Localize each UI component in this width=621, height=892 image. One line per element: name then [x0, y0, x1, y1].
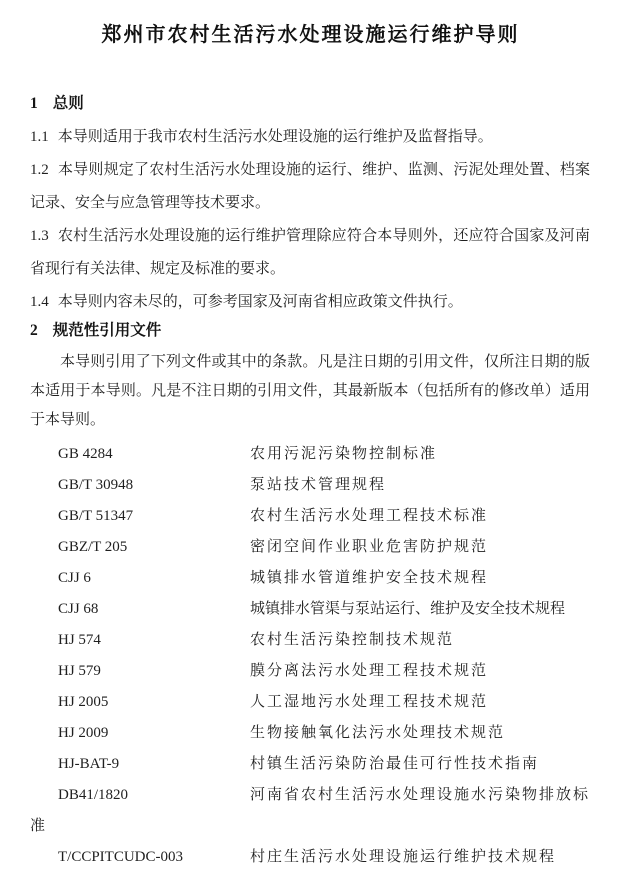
reference-code: HJ 2005: [58, 694, 109, 710]
section-number: 2: [30, 322, 38, 339]
reference-title: 泵站技术管理规程: [250, 477, 387, 493]
section-1: [30, 94, 590, 319]
reference-list: [30, 439, 590, 873]
document-content: [0, 94, 621, 873]
reference-code: GB/T 30948: [58, 477, 134, 493]
clause-number: 1.3: [30, 228, 49, 244]
clause-text: 农村生活污水处理设施的运行维护管理除应符合本导则外，还应符合国家及河南省现行有关法律、规定及标准的要求。: [30, 228, 590, 277]
reference-title: 农村生活污染控制技术规范: [250, 632, 455, 648]
section-2: [30, 321, 590, 873]
reference-code: CJJ 68: [58, 601, 99, 617]
reference-code: HJ 579: [58, 663, 101, 679]
reference-item: [30, 749, 590, 780]
reference-title: 城镇排水管道维护安全技术规程: [250, 570, 489, 586]
reference-code: GB/T 51347: [58, 508, 134, 524]
reference-item: [30, 718, 590, 749]
reference-code: CJJ 6: [58, 570, 91, 586]
section-intro: 本导则引用了下列文件或其中的条款。凡是注日期的引用文件，仅所注日期的版本适用于本导则。凡是不注日期的引用文件，其最新版本（包括所有的修改单）适用于本导则。: [30, 354, 590, 428]
clause-text: 本导则内容未尽的，可参考国家及河南省相应政策文件执行。: [57, 294, 463, 310]
reference-item: [30, 687, 590, 718]
reference-code: HJ 574: [58, 632, 101, 648]
reference-title: 农用污泥污染物控制标准: [250, 446, 438, 462]
clause-1.3: [30, 220, 590, 286]
section-heading: [30, 321, 590, 340]
clause-number: 1.4: [30, 294, 49, 310]
clause-1.2: [30, 154, 590, 220]
section-title: 规范性引用文件: [52, 322, 162, 339]
reference-title: 膜分离法污水处理工程技术规范: [250, 663, 489, 679]
reference-item: [30, 470, 590, 501]
reference-item: [30, 594, 590, 625]
reference-code: T/CCPITCUDC-003: [58, 849, 184, 865]
clause-1.1: [30, 121, 590, 154]
reference-title: 村庄生活污水处理设施运行维护技术规程: [250, 849, 557, 865]
section-title: 总则: [52, 95, 84, 112]
clause-text: 本导则适用于我市农村生活污水处理设施的运行维护及监督指导。: [57, 129, 493, 145]
reference-item: [30, 656, 590, 687]
document-title: 郑州市农村生活污水处理设施运行维护导则: [101, 24, 520, 46]
clause-number: 1.1: [30, 129, 49, 145]
reference-title: 农村生活污水处理工程技术标准: [250, 508, 489, 524]
reference-code: GBZ/T 205: [58, 539, 128, 555]
reference-item: [30, 563, 590, 594]
clause-number: 1.2: [30, 162, 49, 178]
reference-code: HJ 2009: [58, 725, 109, 741]
reference-title: 村镇生活污染防治最佳可行性技术指南: [250, 756, 540, 772]
reference-item: [30, 625, 590, 656]
reference-title: 人工湿地污水处理工程技术规范: [250, 694, 489, 710]
reference-title: 密闭空间作业职业危害防护规范: [250, 539, 489, 555]
reference-item: [30, 842, 590, 873]
reference-code: DB41/1820: [58, 787, 129, 803]
reference-title: 河南省农村生活污水处理设施水污染物排放标准: [30, 787, 591, 834]
reference-item: [30, 501, 590, 532]
reference-title: 城镇排水管渠与泵站运行、维护及安全技术规程: [250, 601, 566, 617]
clause-text: 本导则规定了农村生活污水处理设施的运行、维护、监测、污泥处理处置、档案记录、安全与应急管理等技术要求。: [30, 162, 590, 211]
reference-item: [30, 780, 590, 842]
section-number: 1: [30, 95, 38, 112]
reference-item: [30, 532, 590, 563]
reference-code: GB 4284: [58, 446, 113, 462]
reference-item: [30, 439, 590, 470]
section-heading: [30, 94, 590, 113]
clause-1.4: [30, 286, 590, 319]
reference-title: 生物接触氧化法污水处理技术规范: [250, 725, 506, 741]
reference-code: HJ-BAT-9: [58, 756, 120, 772]
